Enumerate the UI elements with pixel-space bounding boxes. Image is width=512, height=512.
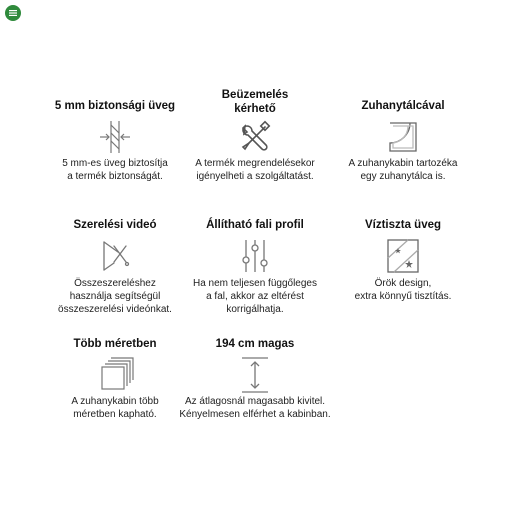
feature-height (170, 335, 340, 430)
feature-installation (170, 88, 340, 193)
feature-desc-line: Kényelmesen elférhet a kabinban. (179, 409, 331, 420)
feature-title-line: Szerelési videó (73, 219, 157, 231)
feature-desc-line: igényelheti a szolgáltatást. (196, 171, 314, 182)
adjustable-profile-icon (230, 236, 280, 276)
feature-title (170, 218, 340, 232)
feature-description (170, 277, 340, 316)
glass-thickness-icon (90, 117, 140, 157)
feature-desc-line: méretben kapható. (73, 409, 157, 420)
feature-title-line: Több méretben (73, 338, 157, 350)
feature-description (170, 157, 340, 183)
feature-desc-line: a fal, akkor az eltérést (206, 291, 304, 302)
multiple-sizes-icon (90, 355, 140, 395)
feature-shower-tray (318, 95, 488, 195)
feature-desc-line: Összeszereléshez (74, 278, 156, 289)
tools-icon (230, 118, 280, 158)
feature-title (170, 337, 340, 351)
shower-tray-icon (378, 117, 428, 157)
feature-desc-line: összeszerelési videónkat. (58, 304, 172, 315)
feature-desc-line: extra könnyű tisztítás. (354, 291, 452, 302)
feature-title (318, 99, 488, 113)
feature-title-line: Állítható fali profil (206, 219, 304, 231)
feature-desc-line: Ha nem teljesen függőleges (193, 278, 317, 289)
feature-title-line: Zuhanytálcával (361, 100, 445, 112)
feature-description (318, 277, 488, 303)
feature-adjustable-profile (170, 215, 340, 315)
clear-glass-icon (378, 236, 428, 276)
feature-clear-glass (318, 215, 488, 315)
feature-description (318, 157, 488, 183)
feature-desc-line: A zuhanykabin több (71, 396, 159, 407)
feature-title-line: Beüzemelés (221, 89, 289, 101)
feature-desc-line: 5 mm-es üveg biztosítja (62, 158, 168, 169)
brand-logo (5, 5, 21, 21)
feature-desc-line: egy zuhanytálca is. (360, 171, 446, 182)
feature-desc-line: korrigálhatja. (226, 304, 284, 315)
feature-title-line: 194 cm magas (215, 338, 295, 350)
feature-title-line: Víztiszta üveg (364, 219, 442, 231)
feature-description (170, 395, 340, 421)
feature-desc-line: használja segítségül (69, 291, 161, 302)
feature-desc-line: A zuhanykabin tartozéka (348, 158, 458, 169)
feature-title-line: kérhető (234, 103, 276, 115)
feature-desc-line: a termék biztonságát. (67, 171, 163, 182)
feature-desc-line: Örök design, (374, 278, 432, 289)
feature-title (170, 88, 340, 116)
feature-title (318, 218, 488, 232)
feature-title-line: 5 mm biztonsági üveg (54, 100, 176, 112)
height-icon (230, 355, 280, 395)
feature-desc-line: Az átlagosnál magasabb kivitel. (184, 396, 326, 407)
feature-desc-line: A termék megrendelésekor (195, 158, 315, 169)
assembly-video-icon (90, 236, 140, 276)
